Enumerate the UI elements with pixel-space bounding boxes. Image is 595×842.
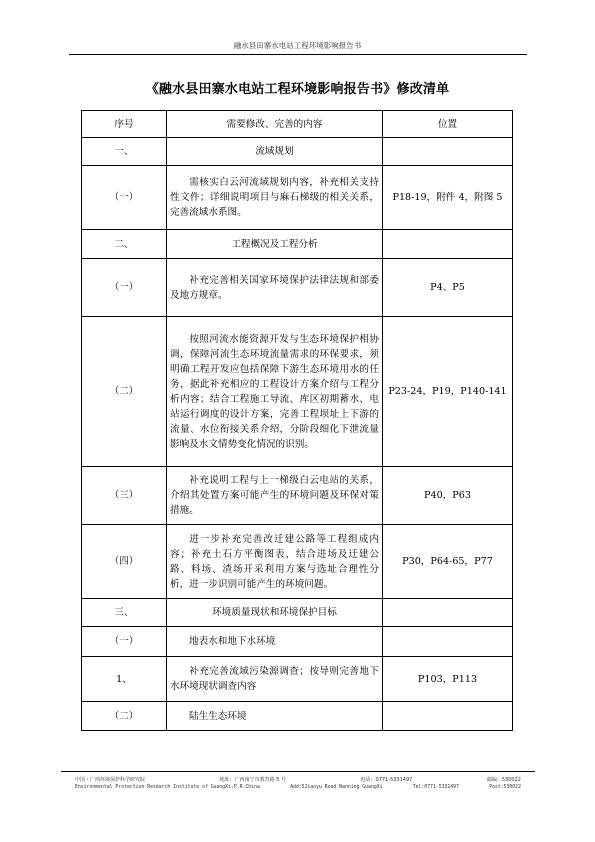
footer-phone-en: Tel:0771-5331497 (412, 785, 459, 790)
document-title: 《融水县田寨水电站工程环境影响报告书》修改清单 (145, 82, 450, 97)
row-content: 地表水和地下水环境 (167, 627, 383, 657)
footer-postcode-en: Post:530022 (489, 785, 521, 790)
row-location (383, 702, 513, 731)
column-header-no: 序号 (82, 111, 167, 138)
footer-org-en: Environmental Protection Research Institute of GuangXi.P.R.China (75, 785, 260, 790)
row-location (383, 627, 513, 657)
row-number: 一、 (82, 138, 167, 166)
section-row (82, 138, 513, 166)
section-row (82, 230, 513, 259)
row-location: P30，P64-65，P77 (383, 525, 513, 599)
section-row (82, 599, 513, 627)
footer-contact-cn (75, 776, 521, 783)
table-row (82, 525, 513, 599)
table-row (82, 317, 513, 467)
row-content: 工程概况及工程分析 (167, 230, 383, 259)
row-number: （二） (82, 702, 167, 731)
column-header-content: 需要修改、完善的内容 (167, 111, 383, 138)
subsection-row (82, 702, 513, 731)
row-content: 补充完善流域污染源调查；按导则完善地下水环境现状调查内容 (167, 657, 383, 702)
row-location: P18-19，附件 4，附图 5 (383, 166, 513, 230)
footer-org: 中国・广西环境保护科学研究院 (75, 777, 146, 783)
row-number: （四） (82, 525, 167, 599)
row-location: P4、P5 (383, 259, 513, 317)
row-content: 陆生生态环境 (167, 702, 383, 731)
row-number: （二） (82, 317, 167, 467)
footer-contact-en (75, 785, 521, 790)
row-number: 1、 (82, 657, 167, 702)
row-content: 补充完善相关国家环境保护法律法规和部委及地方规章。 (167, 259, 383, 317)
row-location: P103，P113 (383, 657, 513, 702)
row-location: P23-24，P19，P140-141 (383, 317, 513, 467)
subsection-row (82, 627, 513, 657)
footer-postcode: 邮编：530022 (486, 777, 521, 783)
row-content: 补充说明工程与上一梯级白云电站的关系，介绍其处置方案可能产生的环境问题及环保对策措施。 (167, 467, 383, 525)
table-row (82, 657, 513, 702)
row-number: 三、 (82, 599, 167, 627)
row-content: 需核实白云河流域规划内容，补充相关支持性文件；详细说明项目与麻石梯级的相关关系，完善流域水系图。 (167, 166, 383, 230)
table-row (82, 467, 513, 525)
row-location (383, 230, 513, 259)
footer-divider (61, 771, 535, 772)
row-number: （一） (82, 627, 167, 657)
row-number: （一） (82, 166, 167, 230)
table-row (82, 166, 513, 230)
row-location (383, 138, 513, 166)
row-content: 环境质量现状和环境保护目标 (167, 599, 383, 627)
row-content: 流域规划 (167, 138, 383, 166)
revision-table (81, 110, 513, 731)
row-location (383, 599, 513, 627)
column-header-location: 位置 (383, 111, 513, 138)
row-content: 进一步补充完善改迁建公路等工程组成内容；补充土石方平衡图表，结合进场及迁建公路、料场、渣场开采利用方案与选址合理性分析，进一步识别可能产生的环境问题。 (167, 525, 383, 599)
row-content: 按照河流水能资源开发与生态环境保护相协调，保障河流生态环境流量需求的环保要求，须明确工程开发应包括保障下游生态环境用水的任务，据此补充相应的工程设计方案介绍与工程分析内容；结合工程施工导流、库区初期蓄水、电站运行调度的设计方案，完善工程坝址上下游的流量、水位衔接关系介绍，分阶段细化下泄流量影响及水文情势变化情况的识别。 (167, 317, 383, 467)
footer-address-en: Add:5Jiaoyu Road Nanning GuangXi (290, 785, 383, 790)
row-number: 二、 (82, 230, 167, 259)
row-location: P40，P63 (383, 467, 513, 525)
footer-address: 地址：广西南宁市教育路 5 号 (219, 777, 286, 783)
header-divider (69, 54, 527, 55)
running-header: 融水县田寨水电站工程环境影响报告书 (233, 41, 362, 50)
row-number: （三） (82, 467, 167, 525)
table-header-row (82, 111, 513, 138)
row-number: （一） (82, 259, 167, 317)
table-row (82, 259, 513, 317)
footer-phone: 电话：0771-5331497 (360, 777, 413, 783)
